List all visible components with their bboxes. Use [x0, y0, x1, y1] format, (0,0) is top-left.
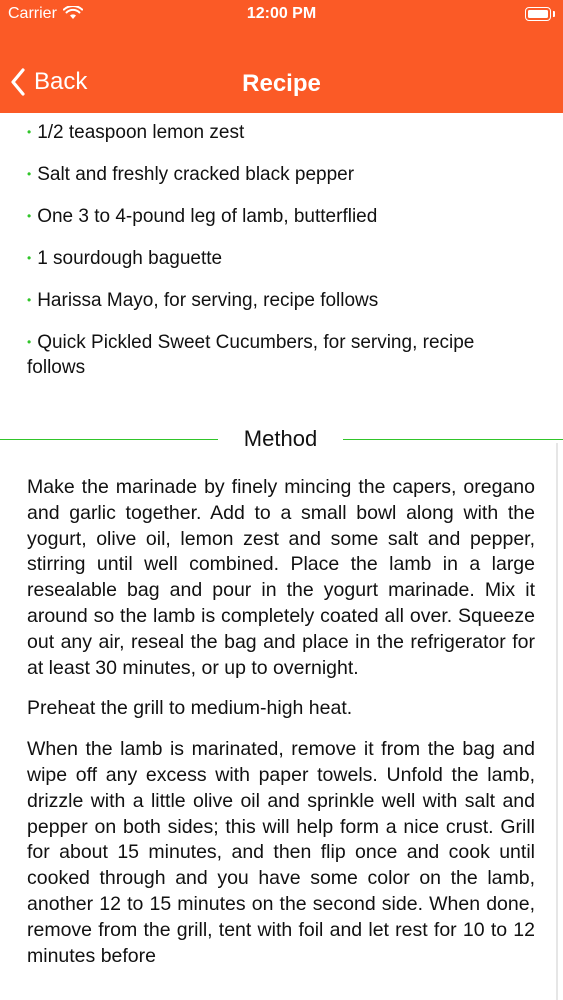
ingredient-text: Salt and freshly cracked black pepper — [37, 164, 355, 185]
method-section-header — [0, 424, 563, 454]
bullet-icon: • — [27, 209, 32, 223]
ingredient-text: 1 sourdough baguette — [37, 248, 223, 269]
bullet-icon: • — [27, 125, 32, 139]
page-title: Recipe — [242, 70, 321, 97]
app-header — [0, 0, 563, 113]
bullet-icon: • — [27, 251, 32, 265]
divider-line-right — [343, 439, 563, 440]
bullet-icon: • — [27, 167, 32, 181]
back-label: Back — [34, 68, 88, 95]
battery-level — [528, 10, 548, 18]
method-step: Preheat the grill to medium-high heat. — [27, 697, 353, 720]
recipe-content[interactable] — [0, 113, 563, 1000]
bullet-icon: • — [27, 335, 32, 349]
ingredients-list — [27, 121, 537, 397]
method-step: Make the marinade by finely mincing the capers, oregano and garlic together. Add to a small bowl along with the yogurt, olive oil, lemon zest and some salt and pepper, stirring until well combined. Place the lamb in a large resealable bag and pour in the yogurt marinade. Mix it around so the lamb is completely coated all over. Squeeze out any air, reseal the bag and place in the refrigerator for at least 30 minutes, or up to overnight. — [27, 476, 535, 679]
ingredient-text: Harissa Mayo, for serving, recipe follows — [37, 290, 379, 311]
method-steps — [27, 475, 535, 984]
ingredient-item — [27, 163, 537, 188]
ingredient-text: One 3 to 4-pound leg of lamb, butterflied — [37, 206, 378, 227]
status-time: 12:00 PM — [246, 5, 317, 22]
method-step: When the lamb is marinated, remove it from the bag and wipe off any excess with paper towels. Unfold the lamb, drizzle with a little olive oil and sprinkle well with salt and pepper on both sides; this will help form a nice crust. Grill for about 15 minutes, and then flip once and cook until cooked through and you have some color on the lamb, another 12 to 15 minutes on the second side. When done, remove from the grill, tent with foil and let rest for 10 to 12 minutes before — [27, 738, 535, 967]
scroll-indicator[interactable] — [556, 443, 558, 1000]
ingredient-item — [27, 205, 537, 230]
bullet-icon: • — [27, 293, 32, 307]
battery-tip — [553, 11, 556, 17]
method-title: Method — [243, 426, 318, 451]
divider-line-left — [0, 439, 218, 440]
ingredient-item — [27, 121, 537, 146]
ingredient-text: Quick Pickled Sweet Cucumbers, for serving, recipe follows — [27, 332, 475, 378]
battery-icon — [525, 7, 551, 21]
status-bar — [0, 0, 563, 30]
navigation-bar — [0, 50, 563, 113]
ingredient-item — [27, 247, 537, 272]
ingredient-item — [27, 331, 537, 380]
ingredient-item — [27, 289, 537, 314]
ingredient-text: 1/2 teaspoon lemon zest — [37, 122, 245, 143]
carrier-label: Carrier — [8, 5, 57, 22]
